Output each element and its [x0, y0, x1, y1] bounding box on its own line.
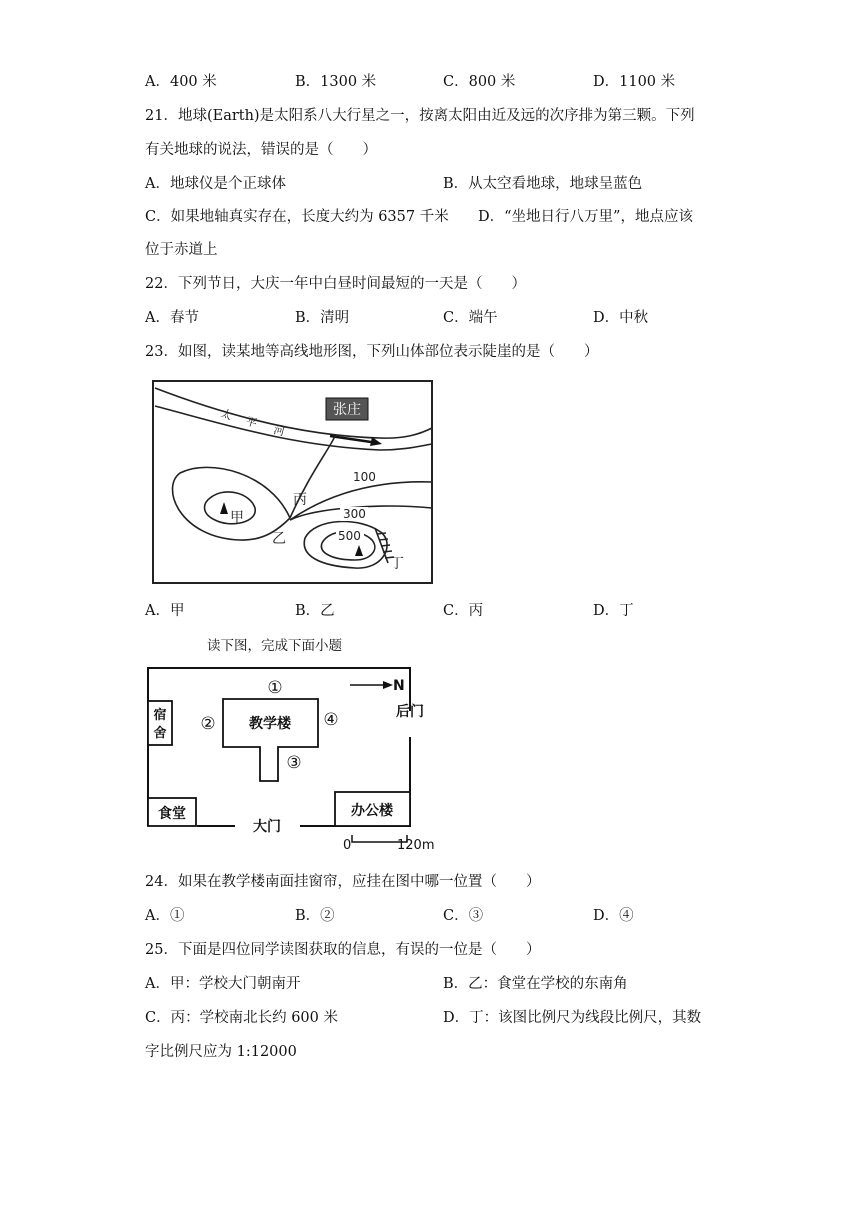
q22-option-d: D．中秋	[593, 310, 649, 326]
q21-option-a: A．地球仪是个正球体	[145, 176, 286, 192]
q22-option-a: A．春节	[145, 310, 199, 326]
scale-zero: 0	[343, 838, 352, 853]
q25-option-d: D．丁：该图比例尺为线段比例尺，其数	[443, 1010, 702, 1026]
q21-stem-line2: 有关地球的说法，错误的是（ ）	[145, 142, 377, 158]
q21-stem-line1: 21．地球(Earth)是太阳系八大行星之一，按离太阳由近及远的次序排为第三颗。下列	[145, 108, 695, 124]
q25-option-c: C．丙：学校南北长约 600 米	[145, 1010, 338, 1026]
q25-option-a: A．甲：学校大门朝南开	[145, 976, 301, 992]
dorm-label-2: 舍	[153, 726, 167, 741]
q24-option-a: A．①	[145, 908, 185, 924]
place-jia: 甲	[230, 510, 244, 526]
q25-stem: 25．下面是四位同学读图获取的信息，有误的一位是（ ）	[145, 942, 541, 958]
q24-option-d: D．④	[593, 908, 634, 924]
q20-option-b: B．1300 米	[295, 74, 377, 90]
contour-label-300: 300	[343, 507, 366, 521]
marker-3: ③	[286, 753, 302, 773]
marker-4: ④	[323, 710, 339, 730]
q24-option-b: B．②	[295, 908, 335, 924]
q22-option-b: B．清明	[295, 310, 350, 326]
river-char-1: 太	[218, 406, 234, 423]
q23-option-b: B．乙	[295, 603, 335, 619]
main-gate-label: 大门	[253, 819, 281, 835]
contour-map	[150, 378, 435, 586]
q23-option-a: A．甲	[145, 603, 185, 619]
back-gate-label: 后门	[396, 704, 424, 720]
q23-option-c: C．丙	[443, 603, 484, 619]
contour-label-100: 100	[353, 470, 376, 484]
dorm-label-1: 宿	[153, 708, 167, 723]
q20-option-c: C．800 米	[443, 74, 516, 90]
q25-option-d-cont: 字比例尺应为 1:12000	[145, 1044, 297, 1060]
river-char-2: 平	[244, 414, 259, 431]
marker-2: ②	[200, 714, 216, 734]
teaching-building-label: 教学楼	[249, 716, 291, 732]
place-ding: 丁	[390, 556, 404, 572]
q24-stem: 24．如果在教学楼南面挂窗帘，应挂在图中哪一位置（ ）	[145, 874, 541, 890]
office-label: 办公楼	[351, 803, 393, 819]
contour-label-500: 500	[338, 529, 361, 543]
q23-option-d: D．丁	[593, 603, 634, 619]
place-bing: 丙	[293, 492, 307, 508]
village-label: 张庄	[333, 402, 361, 418]
q25-option-b: B．乙：食堂在学校的东南角	[443, 976, 628, 992]
q22-option-c: C．端午	[443, 310, 498, 326]
scale-end: 120m	[397, 838, 435, 853]
q23-stem: 23．如图，读某地等高线地形图，下列山体部位表示陡崖的是（ ）	[145, 344, 599, 360]
figure-caption: 读下图，完成下面小题	[207, 638, 342, 654]
canteen-label: 食堂	[158, 806, 186, 822]
q22-stem: 22．下列节日，大庆一年中白昼时间最短的一天是（ ）	[145, 276, 526, 292]
river-char-3: 河	[272, 423, 287, 439]
q20-option-a: A．400 米	[145, 74, 217, 90]
school-map	[145, 663, 440, 858]
marker-1: ①	[267, 678, 283, 698]
q24-option-c: C．③	[443, 908, 484, 924]
north-label: N	[393, 678, 405, 694]
q21-option-d: D．“坐地日行八万里”，地点应该	[478, 209, 693, 225]
q21-option-c: C．如果地轴真实存在，长度大约为 6357 千米	[145, 209, 449, 225]
q21-option-b: B．从太空看地球，地球呈蓝色	[443, 176, 643, 192]
q21-option-d-cont: 位于赤道上	[145, 242, 218, 258]
q20-option-d: D．1100 米	[593, 74, 676, 90]
place-yi: 乙	[272, 531, 286, 547]
